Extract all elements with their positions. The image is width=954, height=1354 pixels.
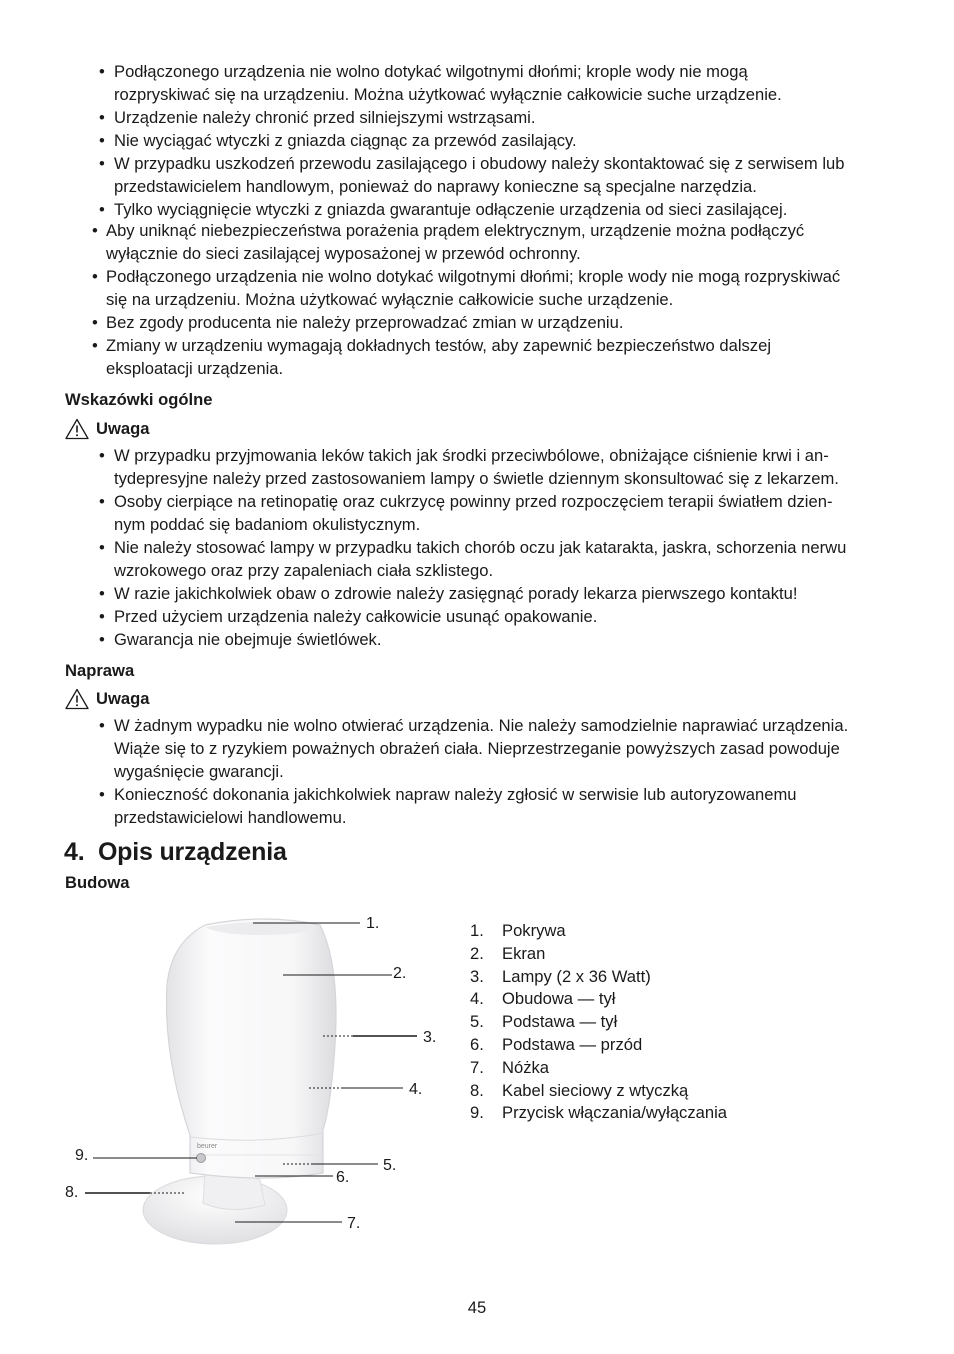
legend-text: Przycisk włączania/wyłączania <box>502 1103 728 1123</box>
list-item: • Nie wyciągać wtyczki z gniazda ciągnąc za przewód zasilający. <box>96 129 896 152</box>
lamp-diagram <box>55 905 455 1255</box>
lamp-illustration <box>143 919 336 1244</box>
legend-item <box>470 920 727 943</box>
callout-6: 6. <box>336 1169 350 1186</box>
callout-7: 7. <box>347 1215 361 1232</box>
legend-item <box>470 943 727 966</box>
legend-text: Lampy (2 x 36 Watt) <box>502 966 651 986</box>
callout-5: 5. <box>383 1157 397 1174</box>
repair-list <box>96 714 906 829</box>
page-number: 45 <box>467 1298 487 1317</box>
section-subheading: Budowa <box>65 873 130 892</box>
legend-number: 5. <box>470 1012 484 1032</box>
callout-8: 8. <box>65 1184 79 1201</box>
repair-warning <box>65 688 149 710</box>
list-item: • Podłączonego urządzenia nie wolno dotykać wilgotnymi dłońmi; krople wody nie mogą rozpryskiwać się na urządzeniu. Można użytkować wyłącznie całkowicie suche urządzenie. <box>96 60 896 106</box>
general-heading: Wskazówki ogólne <box>65 390 213 409</box>
legend-text: Ekran <box>502 943 546 963</box>
callout-1: 1. <box>366 915 380 932</box>
general-warning <box>65 418 149 440</box>
legend-number: 9. <box>470 1103 484 1123</box>
list-item: • W żadnym wypadku nie wolno otwierać urządzenia. Nie należy samodzielnie naprawiać urządzenia. Wiąże się to z ryzykiem poważnych obrażeń ciała. Nieprzestrzeganie powyższych zasad powoduje wygaśnięcie gwarancji. <box>96 714 906 783</box>
list-item: • Aby uniknąć niebezpieczeństwa porażenia prądem elektrycznym, urządzenie można podłączyć wyłącznie do sieci zasilającej wyposażonej w przewód ochronny. <box>96 219 896 265</box>
legend-item <box>470 1034 727 1057</box>
callout-9: 9. <box>75 1147 89 1164</box>
legend-number: 2. <box>470 943 484 963</box>
callout-2: 2. <box>393 965 407 982</box>
legend-item <box>470 1057 727 1080</box>
warning-triangle-icon <box>65 418 89 440</box>
legend-item <box>470 1011 727 1034</box>
list-item: • Bez zgody producenta nie należy przeprowadzać zmian w urządzeniu. <box>96 311 896 334</box>
list-item: • Gwarancja nie obejmuje świetlówek. <box>96 628 906 651</box>
repair-heading: Naprawa <box>65 661 135 680</box>
list-item: • Zmiany w urządzeniu wymagają dokładnych testów, aby zapewnić bezpieczeństwo dalszej eksploatacji urządzenia. <box>96 334 896 380</box>
general-warning-label: Uwaga <box>96 419 150 438</box>
legend-text: Kabel sieciowy z wtyczką <box>502 1080 689 1100</box>
safety-list-b <box>96 219 896 380</box>
legend-item <box>470 988 727 1011</box>
list-item: • Tylko wyciągnięcie wtyczki z gniazda gwarantuje odłączenie urządzenia od sieci zasilającej. <box>96 198 896 221</box>
list-item: • Nie należy stosować lampy w przypadku takich chorób oczu jak katarakta, jaskra, schorzenia nerwu wzrokowego oraz przy zapaleniach ciała szklistego. <box>96 536 906 582</box>
legend-number: 6. <box>470 1034 484 1054</box>
list-item: • Konieczność dokonania jakichkolwiek napraw należy zgłosić w serwisie lub autoryzowanemu przedstawicielowi handlowemu. <box>96 783 906 829</box>
section-title: 4. Opis urządzenia <box>64 838 287 866</box>
legend-text: Podstawa — przód <box>502 1034 643 1054</box>
list-item: • W przypadku uszkodzeń przewodu zasilającego i obudowy należy skontaktować się z serwisem lub przedstawicielem handlowym, ponieważ do naprawy konieczne są specjalne narzędzia. <box>96 152 896 198</box>
legend-text: Obudowa — tył <box>502 989 616 1009</box>
list-item: • Przed użyciem urządzenia należy całkowicie usunąć opakowanie. <box>96 605 906 628</box>
list-item: • W przypadku przyjmowania leków takich jak środki przeciwbólowe, obniżające ciśnienie krwi i an- tydepresyjne należy przed zastosowaniem lampy o świetle dziennym skonsultować się z lekarzem. <box>96 444 906 490</box>
legend-text: Podstawa — tył <box>502 1012 618 1032</box>
list-item: • Podłączonego urządzenia nie wolno dotykać wilgotnymi dłońmi; krople wody nie mogą rozpryskiwać się na urządzeniu. Można użytkować wyłącznie całkowicie suche urządzenie. <box>96 265 896 311</box>
power-button-icon <box>197 1154 206 1163</box>
callout-4: 4. <box>409 1081 423 1098</box>
safety-list-a <box>96 60 896 221</box>
list-item: • Osoby cierpiące na retinopatię oraz cukrzycę powinny przed rozpoczęciem terapii światłem dzien- nym poddać się badaniom okulistycznym. <box>96 490 906 536</box>
legend-item <box>470 966 727 989</box>
legend-item <box>470 1080 727 1103</box>
list-item: • Urządzenie należy chronić przed silniejszymi wstrząsami. <box>96 106 896 129</box>
general-list <box>96 444 906 651</box>
legend-number: 8. <box>470 1080 484 1100</box>
brand-logo: beurer <box>197 1143 218 1150</box>
callout-3: 3. <box>423 1029 437 1046</box>
legend-item <box>470 1102 727 1125</box>
legend-number: 3. <box>470 966 484 986</box>
list-item: • W razie jakichkolwiek obaw o zdrowie należy zasięgnąć porady lekarza pierwszego kontaktu! <box>96 582 906 605</box>
legend-number: 7. <box>470 1057 484 1077</box>
repair-warning-label: Uwaga <box>96 689 150 708</box>
legend-number: 1. <box>470 921 484 940</box>
legend-text: Pokrywa <box>502 921 566 940</box>
warning-triangle-icon <box>65 688 89 710</box>
legend-number: 4. <box>470 989 484 1009</box>
parts-legend <box>470 920 727 1125</box>
legend-text: Nóżka <box>502 1057 550 1077</box>
